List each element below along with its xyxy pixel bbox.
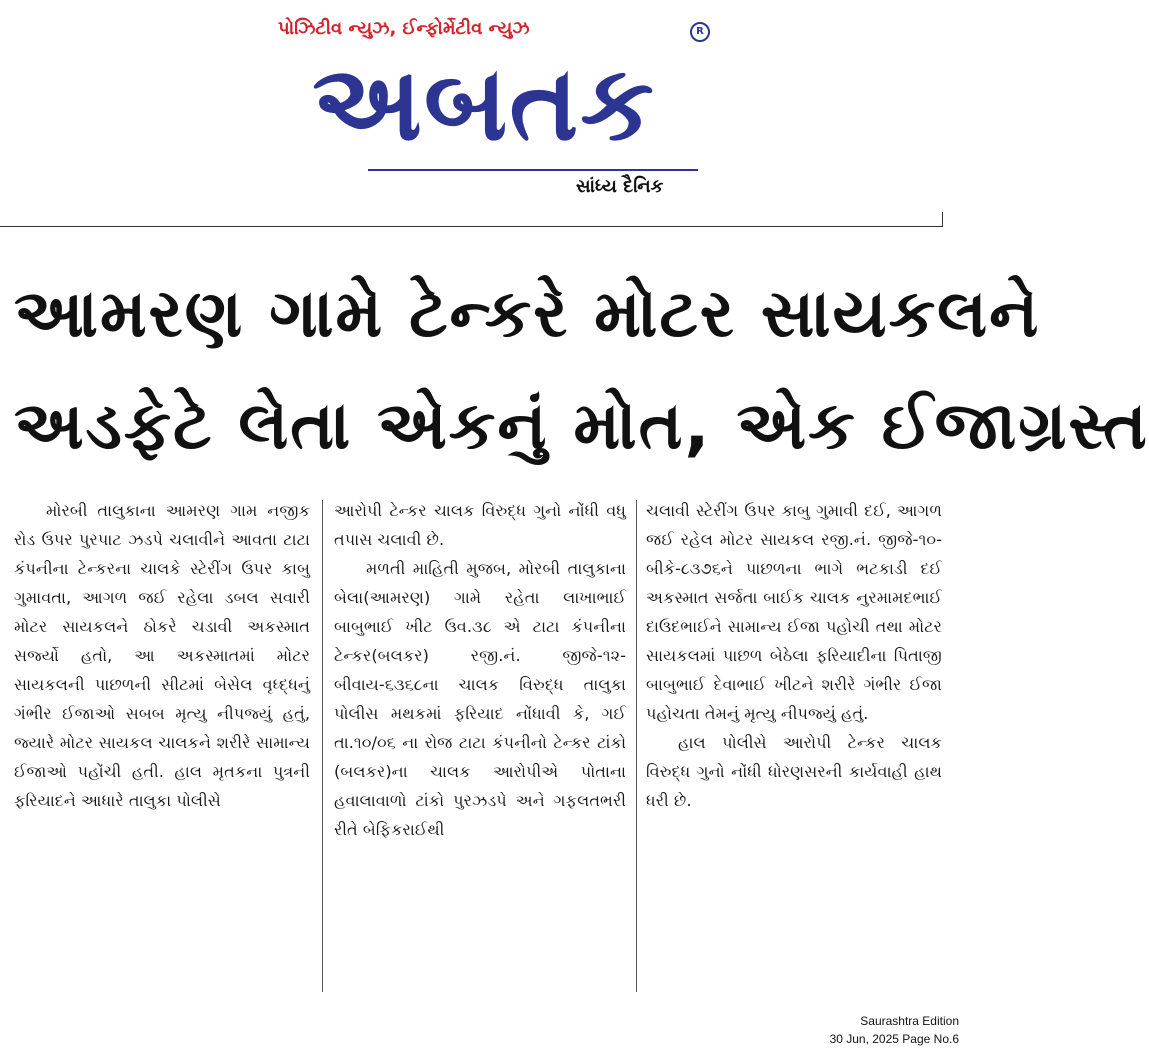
article-paragraph: મળતી માહિતી મુજબ, મોરબી તાલુકાના બેલા(આમરણ) ગામે રહેતા લાખાભાઈ બાબુભાઈ ખીટ ઉવ.૩૮ એ ટાટા કંપનીના ટેન્કર(બલકર) રજી.નં. જીજે-૧૨-બીવાય-૬૩૬૮ના ચાલક વિરુદ્ધ તાલુકા પોલીસ મથકમાં ફરિયાદ નોંધાવી કે, ગઈ તા.૧૦/૦૬ ના રોજ ટાટા કંપનીનો ટેન્કર ટાંકો (બલકર)ના ચાલક આરોપીએ પોતાના હવાલાવાળો ટાંકો પુરઝડપે અને ગફલતભરી રીતે બેફિકરાઈથી [334,559,626,839]
article-column-2 [334,496,626,844]
masthead-divider-tick [942,212,943,227]
registered-mark-icon: R [690,22,710,42]
masthead-tagline: પોઝિટીવ ન્યુઝ, ઈન્ફોર્મેટીવ ન્યુઝ [278,18,530,39]
article-paragraph: ચલાવી સ્ટેરીંગ ઉપર કાબુ ગુમાવી દઈ, આગળ જઈ રહેલ મોટર સાયકલ રજી.નં. જીજે-૧૦-બીકે-૮૩૭૬ને પાછળના ભાગે ભટકાડી દઈ અકસ્માત સર્જતા બાઈક ચાલક નુરમામદભાઈ દાઉદભાઈને સામાન્ય ઈજા પહોચી તથા મોટર સાયકલમાં પાછળ બેઠેલા ફરિયાદીના પિતાજી બાબુભાઈ દેવાભાઈ ખીટને શરીરે ગંભીર ઈજા પહોચતા તેમનું મૃત્યુ નીપજ્યું હતું. [646,501,942,723]
headline-line-1: આમરણ ગામે ટેન્કરે મોટર સાયકલને [14,275,1041,352]
article-column-3 [646,496,942,815]
masthead-divider [0,226,943,227]
newspaper-logo: અબતક [312,42,656,164]
article-column-1 [14,496,310,815]
column-rule [322,500,323,992]
date-page-number: 30 Jun, 2025 Page No.6 [829,1032,959,1046]
masthead [258,18,710,208]
edition-type-label: સાંધ્ય દૈનિક [576,176,664,197]
article-paragraph: આરોપી ટેન્કર ચાલક વિરુદ્ધ ગુનો નોંધી વધુ તપાસ ચલાવી છે. [334,501,626,549]
edition-name: Saurashtra Edition [860,1014,959,1028]
article-paragraph: મોરબી તાલુકાના આમરણ ગામ નજીક રોડ ઉપર પુરપાટ ઝડપે ચલાવીને આવતા ટાટા કંપનીના ટેન્કરના ચાલકે સ્ટેરીંગ ઉપર કાબુ ગુમાવતા, આગળ જઈ રહેલા ડબલ સવારી મોટર સાયકલને ઠોકરે ચડાવી અકસ્માત સર્જ્યો હતો, આ અકસ્માતમાં મોટર સાયકલની પાછળની સીટમાં બેસેલ વૃધ્દ્ધનું ગંભીર ઈજાઓ સબબ મૃત્યુ નીપજ્યું હતું, જ્યારે મોટર સાયકલ ચાલકને શરીરે સામાન્ય ઈજાઓ પહોંચી હતી. હાલ મૃતકના પુત્રની ફરિયાદને આધારે તાલુકા પોલીસે [14,501,310,810]
page-footer [830,1012,959,1048]
logo-underline [368,169,698,171]
headline-line-2: અડફેટે લેતા એકનું મોત, એક ઈજાગ્રસ્ત [14,387,1149,464]
article-paragraph: હાલ પોલીસે આરોપી ટેન્કર ચાલક વિરુદ્ધ ગુનો નોંધી ધોરણસરની કાર્યવાહી હાથ ધરી છે. [646,733,942,810]
column-rule [636,500,637,992]
